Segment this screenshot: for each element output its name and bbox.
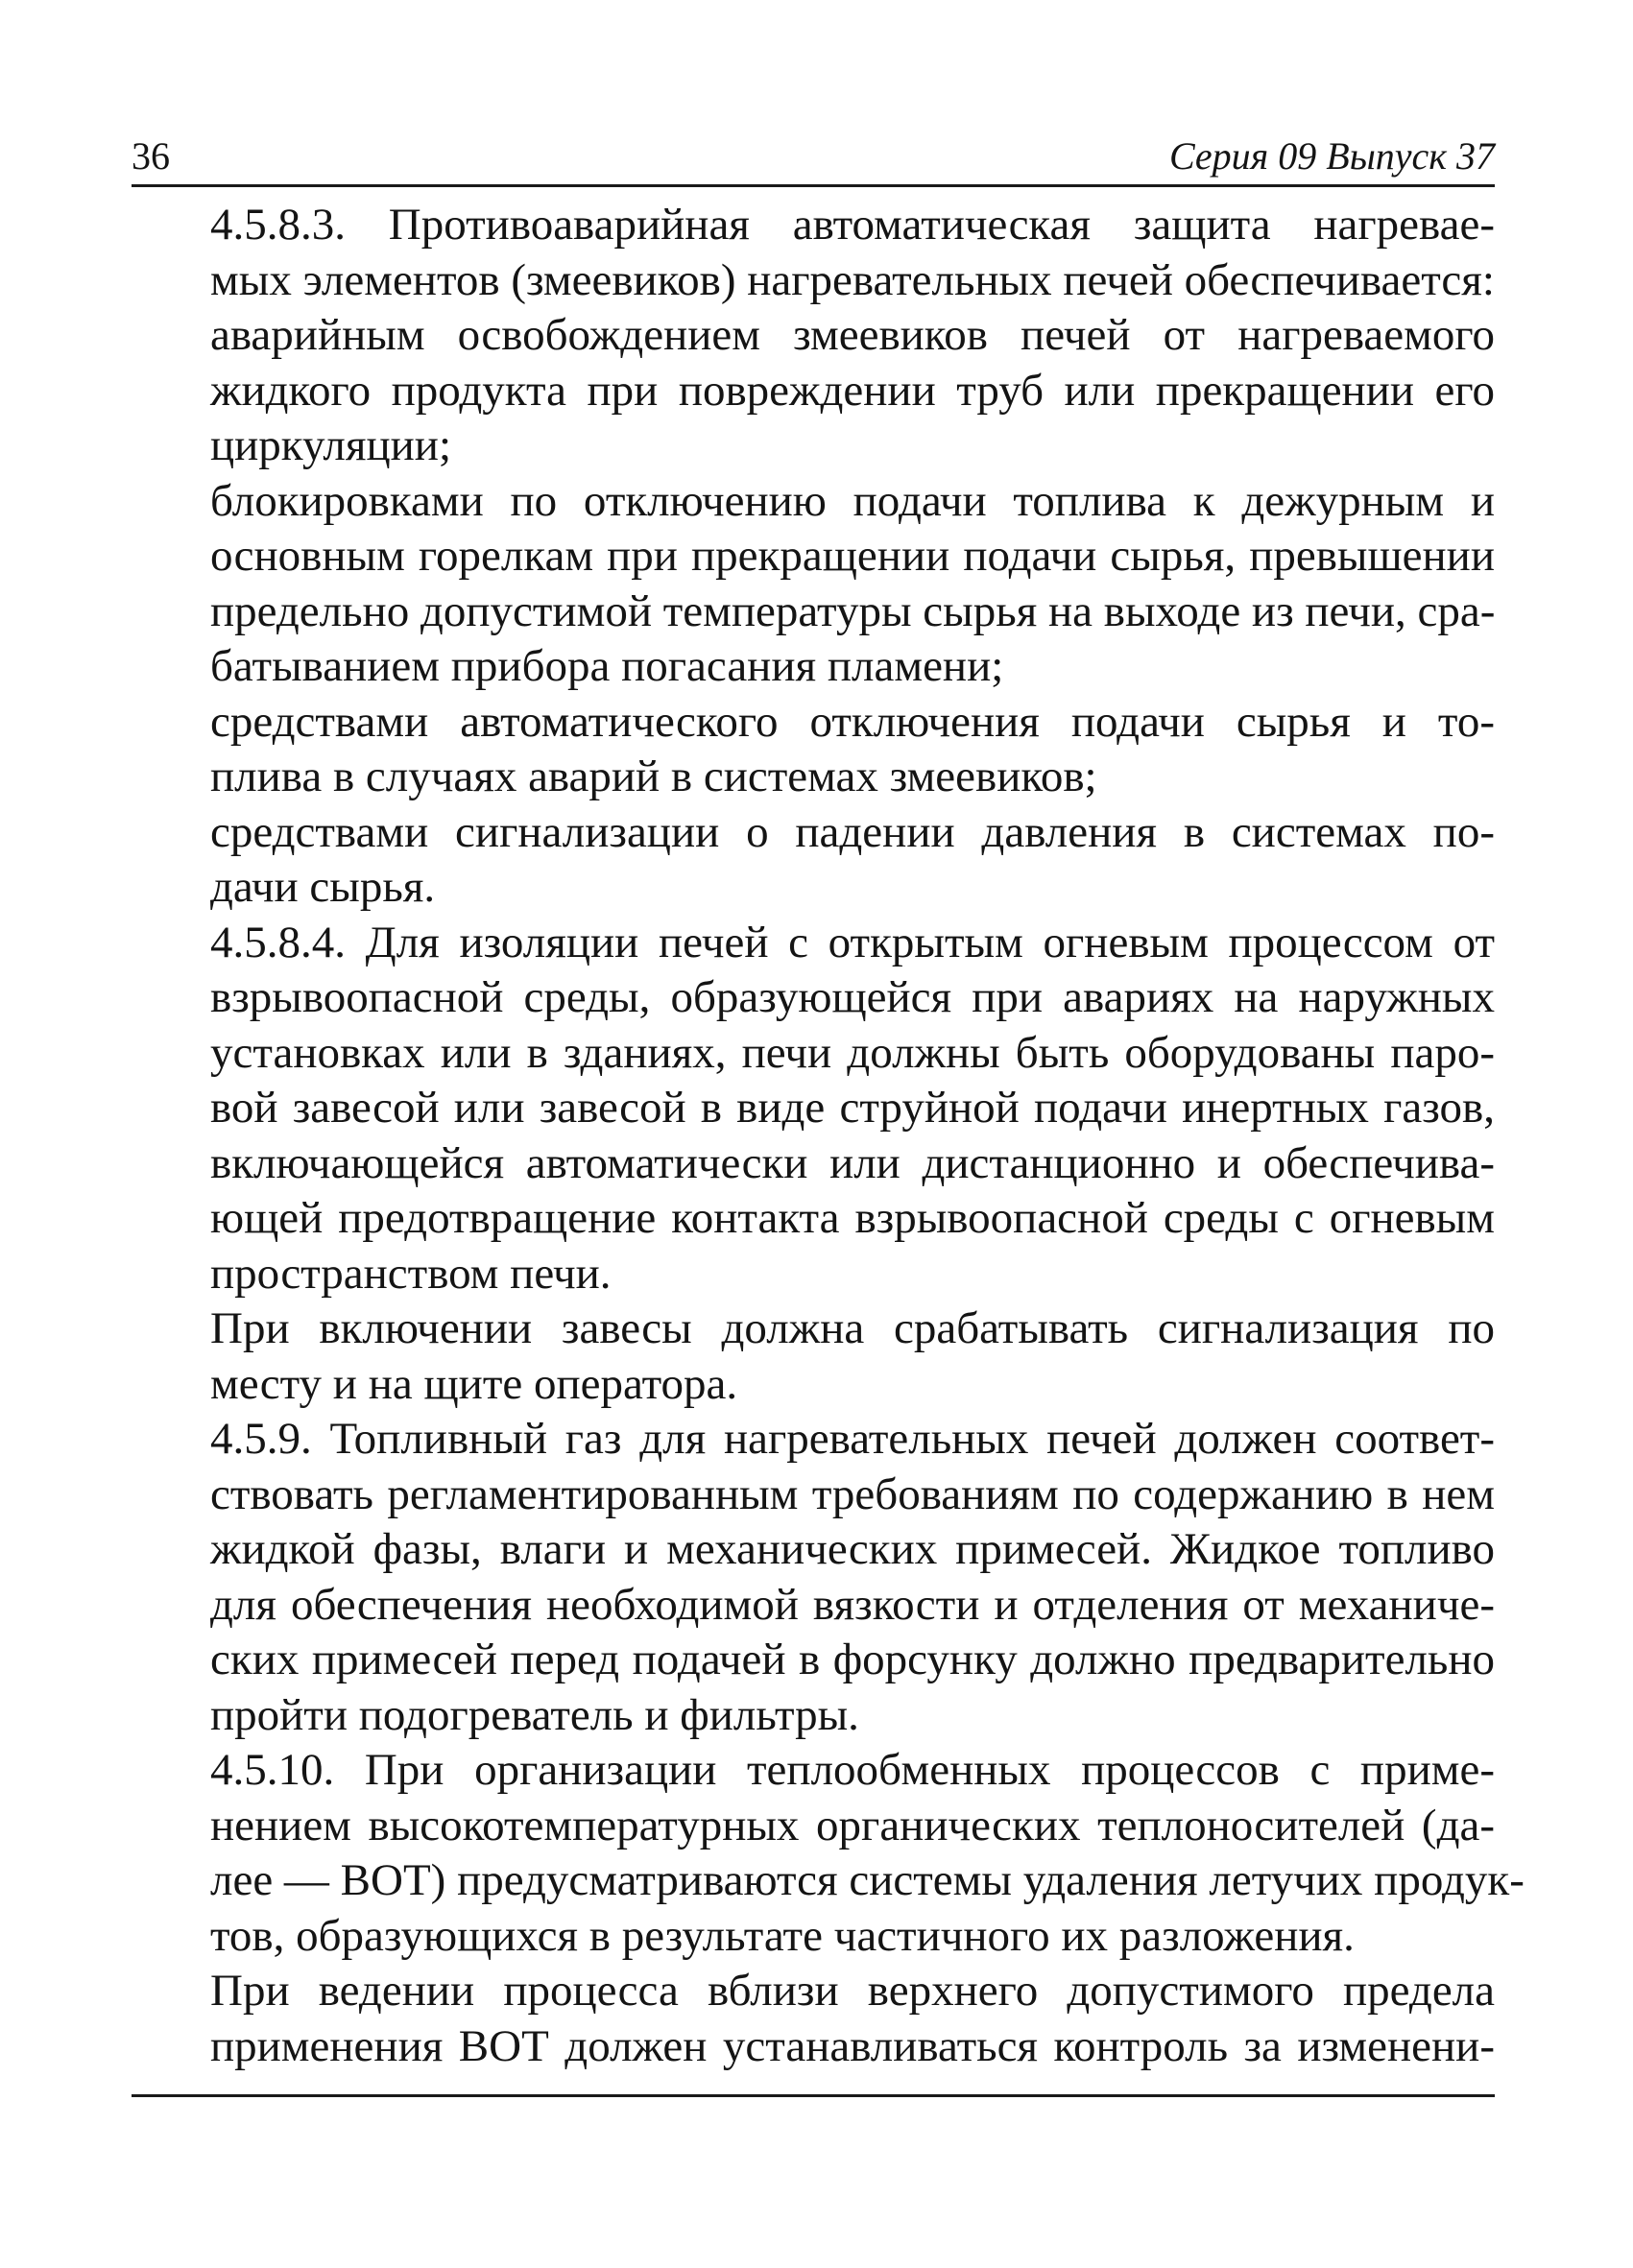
paragraph [132, 308, 1495, 474]
page-body [132, 198, 1525, 2074]
text-line: средствами сигнализации о падении давления в системах по- [210, 806, 1495, 857]
text-line: для обеспечения необходимой вязкости и отделения от механиче- [210, 1579, 1495, 1630]
text-line: При ведении процесса вблизи верхнего допустимого предела [210, 1966, 1495, 2016]
text-line: пространством печи. [210, 1248, 612, 1299]
text-line: аварийным освобождением змеевиков печей от нагреваемого [210, 310, 1495, 360]
text-line: ских примесей перед подачей в форсунку должно предварительно [210, 1635, 1495, 1684]
text-line: взрывоопасной среды, образующейся при авариях на наружных [210, 972, 1495, 1022]
text-line: мых элементов (змеевиков) нагревательных печей обеспечивается: [210, 254, 1495, 305]
text-line: блокировками по отключению подачи топлива к дежурным и [210, 475, 1495, 526]
text-line: нением высокотемпературных органических теплоносителей (да- [210, 1800, 1495, 1850]
running-title: Серия 09 Выпуск 37 [1168, 134, 1495, 178]
text-line: дачи сырья. [210, 862, 436, 912]
text-line: тов, образующихся в результате частичного их разложения. [210, 1910, 1355, 1961]
paragraph [132, 805, 1495, 916]
text-line: 4.5.8.4. Для изоляции печей с открытым огневым процессом от [210, 917, 1495, 967]
text-line: ствовать регламентированным требованиям по содержанию в нем [210, 1468, 1495, 1519]
text-line: вой завесой или завесой в виде струйной подачи инертных газов, [210, 1083, 1495, 1133]
bottom-rule [132, 2094, 1495, 2097]
page-number: 36 [132, 134, 170, 178]
paragraph [132, 1743, 1525, 1964]
text-line: 4.5.9. Топливный газ для нагревательных печей должен соответ- [210, 1414, 1495, 1464]
paragraph [132, 695, 1495, 805]
text-line: включающейся автоматически или дистанционно и обеспечива- [210, 1137, 1495, 1188]
text-line: 4.5.8.3. Противоаварийная автоматическая защита нагревае- [210, 200, 1495, 250]
paragraph [132, 474, 1495, 695]
text-line: месту и на щите оператора. [210, 1358, 738, 1409]
paragraph [132, 1301, 1495, 1412]
text-line: При включении завесы должна срабатывать сигнализация по [210, 1303, 1495, 1353]
text-line: средствами автоматического отключения подачи сырья и то- [210, 696, 1495, 747]
page-header [132, 132, 1495, 187]
paragraph [132, 198, 1495, 308]
text-line: применения ВОТ должен устанавливаться контроль за изменени- [210, 2020, 1495, 2071]
text-line: установках или в зданиях, печи должны быть оборудованы паро- [210, 1027, 1495, 1078]
text-line: батыванием прибора погасания пламени; [210, 641, 1004, 691]
paragraph [132, 1412, 1495, 1743]
text-line: циркуляции; [210, 420, 451, 470]
text-line: жидкого продукта при повреждении труб или прекращении его [210, 365, 1495, 416]
paragraph [132, 916, 1495, 1302]
text-line: 4.5.10. При организации теплообменных процессов с приме- [210, 1745, 1495, 1795]
text-line: лее — ВОТ) предусматриваются системы удаления летучих продук- [210, 1855, 1525, 1905]
text-line: жидкой фазы, влаги и механических примесей. Жидкое топливо [210, 1524, 1495, 1574]
text-line: плива в случаях аварий в системах змеевиков; [210, 752, 1097, 801]
text-line: ющей предотвращение контакта взрывоопасной среды с огневым [210, 1193, 1495, 1243]
text-line: основным горелкам при прекращении подачи сырья, превышении [210, 531, 1495, 581]
text-line: пройти подогреватель и фильтры. [210, 1689, 859, 1740]
paragraph [132, 1964, 1495, 2074]
text-line: предельно допустимой температуры сырья на выходе из печи, сра- [210, 585, 1496, 636]
